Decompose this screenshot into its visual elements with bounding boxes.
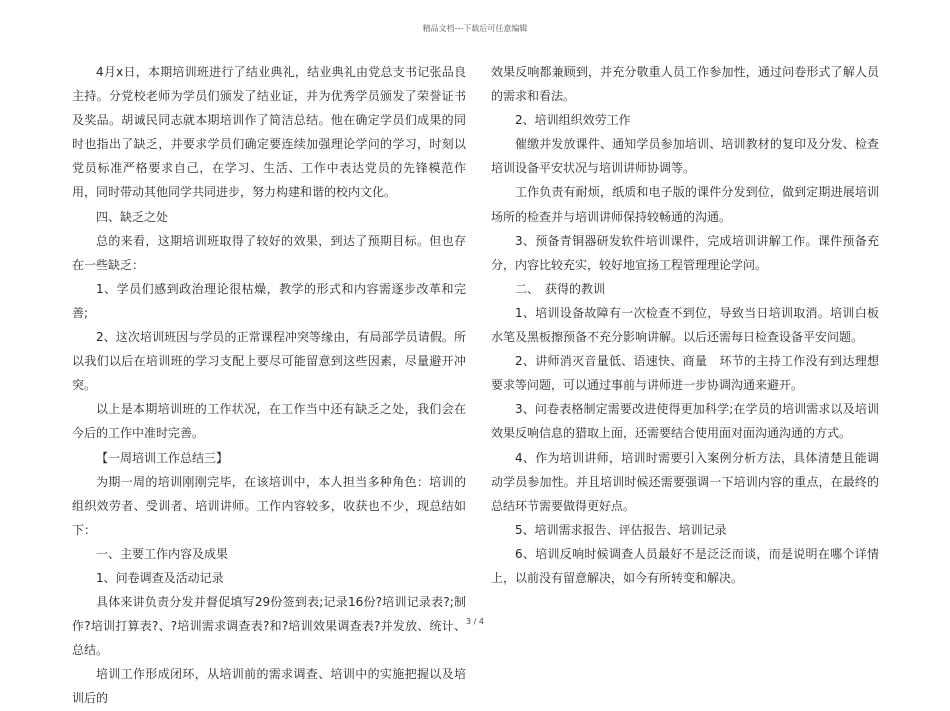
- section-heading: 一、主要工作内容及成果: [96, 546, 229, 561]
- paragraph: 4月x日，本期培训班进行了结业典礼，结业典礼由党总支书记张品良主持。分党校老师为学员们颁发了结业证，并为优秀学员颁发了荣誉证书及奖品。胡诚民同志就本期培训作了简洁总结。他在确定学员们成果的同时也指出了缺乏，并要求学员们确定要连续加强理论学问的学习，时刻以党员标准严格要求自己，在学习、生活、工作中表达党员的先锋模范作用，同时带动其他同学共同进步，努力构建和谐的校内文化。: [72, 65, 466, 200]
- paragraph: 以上是本期培训班的工作状况，在工作当中还有缺乏之处，我们会在今后的工作中准时完善。: [72, 402, 466, 441]
- paragraph: 总的来看，这期培训班取得了较好的效果，到达了预期目标。但也存在一些缺乏：: [72, 233, 466, 272]
- list-item: 1、培训设备故障有一次检查不到位，导致当日培训取消。培训白板水笔及黑板擦预备不充分影响讲解。以后还需每日检查设备平安问题。: [491, 305, 879, 345]
- paragraph: 培训工作形成闭环，从培训前的需求调查、培训中的实施把握以及培训后的: [72, 667, 466, 706]
- list-item: 2、这次培训班因与学员的正常课程冲突等缘由，有局部学员请假。所以我们以后在培训班的学习支配上要尽可能留意到这些因素，尽量避开冲突。: [72, 330, 466, 393]
- list-item: 1、学员们感到政治理论很枯燥，教学的形式和内容需逐步改革和完善;: [72, 281, 466, 320]
- list-item: 4、作为培训讲师，培训时需要引入案例分析方法，具体清楚且能调动学员参加性。并且培训时候还需要强调一下培训内容的重点，在最终的总结环节需要做得更好点。: [491, 450, 879, 513]
- paragraph: 效果反响都兼顾到，并充分敬重人员工作参加性，通过问卷形式了解人员的需求和看法。: [491, 65, 879, 104]
- paragraph: 催缴并发放课件、通知学员参加培训、培训教材的复印及分发、检查培训设备平安状况与培训讲师协调等。: [491, 137, 879, 176]
- list-item: 3、问卷表格制定需要改进使得更加科学;在学员的培训需求以及培训效果反响信息的猎取上面，还需要结合使用面对面沟通沟通的方式。: [491, 402, 879, 441]
- paragraph: 具体来讲负责分发并督促填写29份签到表;记录16份?培训记录表?;制作?培训打算表?、?培训需求调查表?和?培训效果调查表?并发放、统计、总结。: [72, 595, 466, 658]
- subsection-heading: 1、问卷调查及活动记录: [96, 570, 224, 585]
- page-number: 3 / 4: [466, 617, 484, 626]
- list-item: 5、培训需求报告、评估报告、培训记录: [515, 522, 727, 537]
- subsection-heading: 2、培训组织效劳工作: [515, 113, 631, 128]
- section-heading: 二、 获得的教训: [515, 281, 606, 296]
- section-heading: 四、缺乏之处: [96, 209, 169, 224]
- list-item: 6、培训反响时候调查人员最好不是泛泛而谈，而是说明在哪个详情上，以前没有留意解决，如今有所转变和解决。: [491, 546, 879, 585]
- paragraph: 为期一周的培训刚刚完毕，在该培训中，本人担当多种角色：培训的组织效劳者、受训者、培训讲师。工作内容较多，收获也不少，现总结如下：: [72, 474, 466, 537]
- left-column: [72, 60, 466, 711]
- right-column: [491, 60, 879, 590]
- section-title: 【一周培训工作总结三】: [96, 450, 229, 465]
- list-item: 3、预备青铜器研发软件培训课件，完成培训讲解工作。课件预备充分，内容比较充实，较好地宣扬工程管理理论学问。: [491, 233, 879, 272]
- list-item: 2、讲师消灭音量低、语速快、商量 环节的主持工作没有到达理想要求等问题，可以通过事前与讲师进一步协调沟通来避开。: [491, 354, 879, 393]
- page-header: 精品文档---下载后可任意编辑: [422, 24, 528, 33]
- paragraph: 工作负责有耐烦，纸质和电子版的课件分发到位，做到定期进展培训场所的检查并与培训讲师保持较畅通的沟通。: [491, 185, 879, 224]
